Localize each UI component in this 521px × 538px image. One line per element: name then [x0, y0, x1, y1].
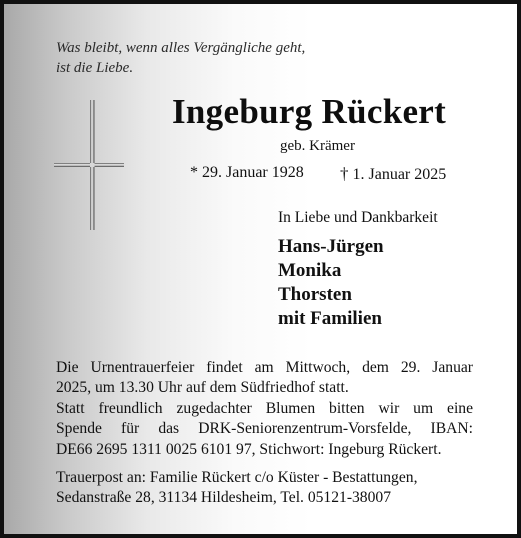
- contact-line: Trauerpost an: Familie Rückert c/o Küster - Bestattungen,: [56, 469, 418, 486]
- announcement-line: Spende für das DRK-Seniorenzentrum-Vorsfelde, IBAN:: [56, 420, 473, 438]
- quote-line: ist die Liebe.: [56, 60, 134, 76]
- maiden-name: geb. Krämer: [280, 138, 355, 154]
- birth-date: * 29. Januar 1928: [190, 164, 304, 181]
- dagger-icon: †: [340, 164, 349, 183]
- mourner-name: Monika: [278, 260, 342, 281]
- death-info: [340, 164, 446, 184]
- announcement-line: 2025, um 13.30 Uhr auf dem Südfriedhof statt.: [56, 379, 349, 397]
- quote: [56, 38, 305, 78]
- mourners-list: [278, 235, 384, 331]
- contact-info: [56, 468, 417, 509]
- mourner-name: mit Familien: [278, 308, 382, 329]
- announcement-line: Statt freundlich zugedachter Blumen bitten wir um eine: [56, 399, 473, 417]
- deceased-name: Ingeburg Rückert: [172, 92, 447, 131]
- announcement-text: [56, 358, 473, 460]
- mourners-intro: In Liebe und Dankbarkeit: [278, 209, 438, 226]
- mourner-name: Hans-Jürgen: [278, 236, 384, 257]
- announcement-line: DE66 2695 1311 0025 6101 97, Stichwort: Ingeburg Rückert.: [56, 440, 442, 458]
- mourner-name: Thorsten: [278, 284, 352, 305]
- death-date: 1. Januar 2025: [352, 166, 447, 183]
- announcement-line: Die Urnentrauerfeier findet am Mittwoch, dem 29. Januar: [56, 359, 473, 376]
- contact-line: Sedanstraße 28, 31134 Hildesheim, Tel. 05121-38007: [56, 489, 391, 507]
- quote-line: Was bleibt, wenn alles Vergängliche geht,: [56, 40, 306, 56]
- cross-icon: [54, 100, 124, 230]
